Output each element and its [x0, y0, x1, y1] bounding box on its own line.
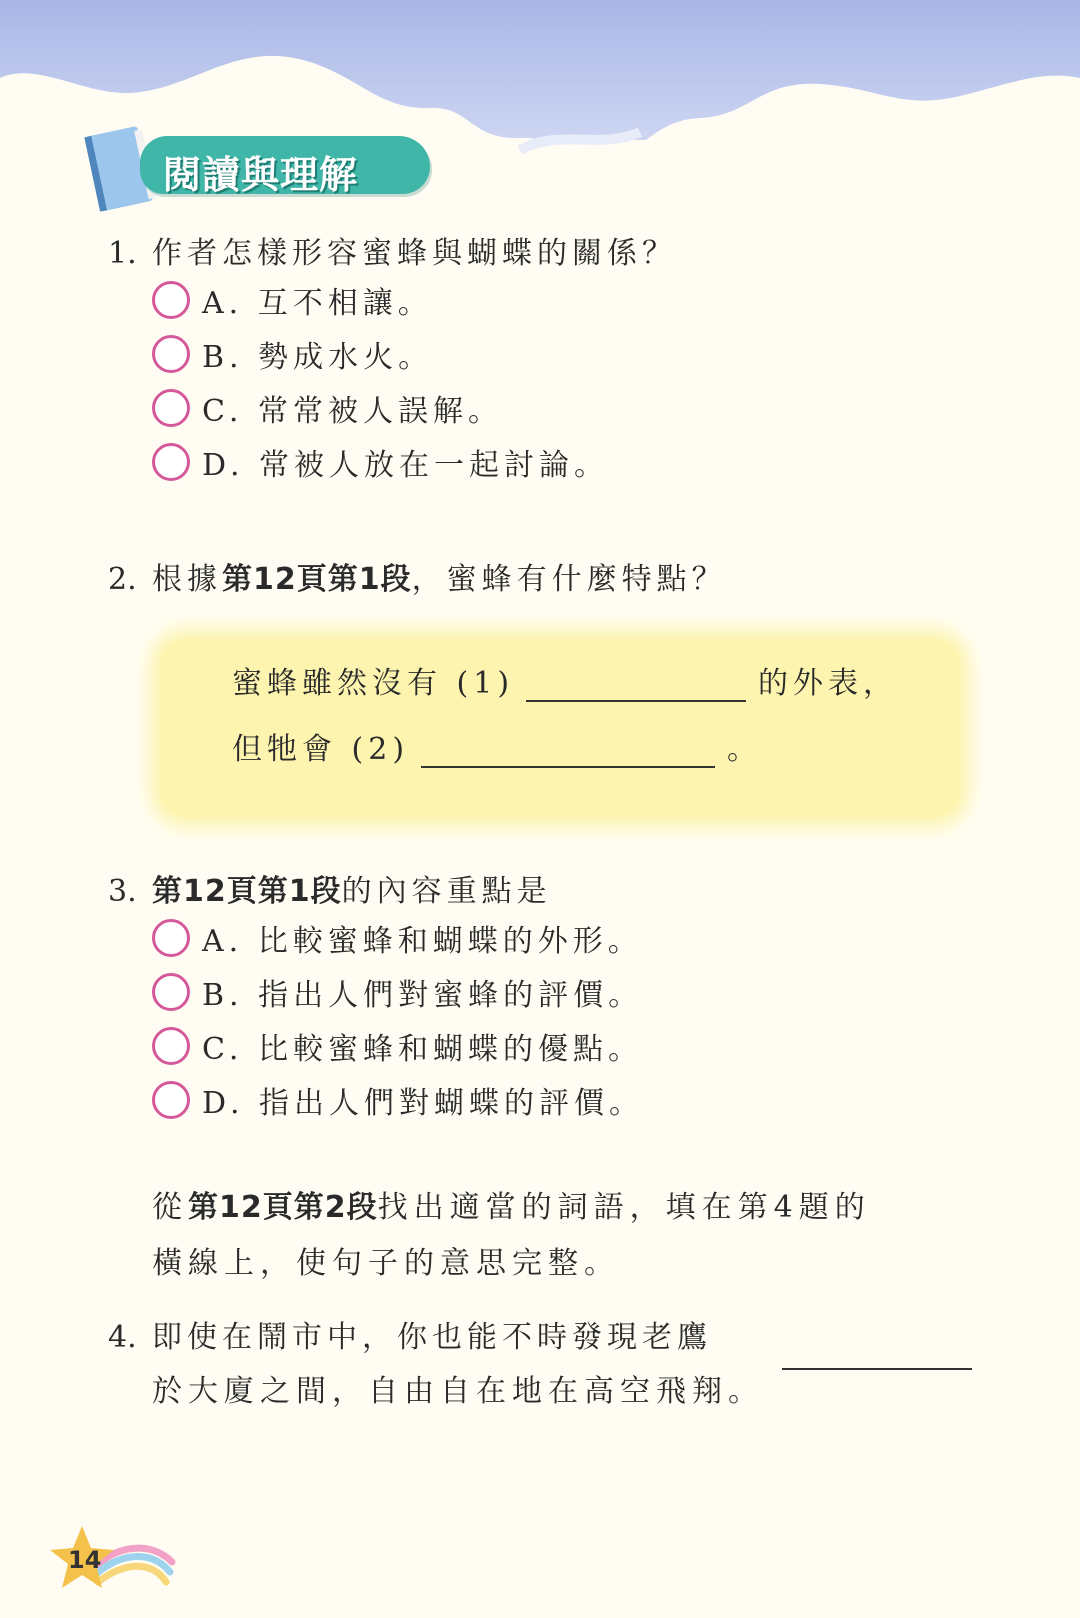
answer-line-1 — [232, 658, 898, 702]
question-text: 即使在鬧市中，你也能不時發現老鷹 — [152, 1320, 712, 1355]
answer-suffix: 的外表， — [758, 666, 899, 701]
radio-circle[interactable] — [152, 919, 190, 957]
instruction-line-1 — [152, 1180, 871, 1236]
instruction-paragraph — [152, 1180, 871, 1292]
option-label: C. 比較蜜蜂和蝴蝶的優點。 — [202, 1032, 643, 1067]
q1-option-a[interactable] — [152, 278, 433, 322]
q1-option-c[interactable] — [152, 386, 503, 430]
q3-option-c[interactable] — [152, 1024, 643, 1068]
question-number: 1. — [108, 236, 137, 271]
page-number: 14 — [68, 1546, 102, 1574]
page-number-badge — [48, 1522, 178, 1602]
instruction-line-2: 橫線上，使句子的意思完整。 — [152, 1246, 620, 1281]
radio-circle[interactable] — [152, 281, 190, 319]
question-text-suffix: ，蜜蜂有什麼特點？ — [411, 562, 727, 597]
q1-option-d[interactable] — [152, 440, 609, 484]
answer-prefix: 但牠會 (2) — [232, 732, 410, 767]
radio-circle[interactable] — [152, 1081, 190, 1119]
q1-option-b[interactable] — [152, 332, 433, 376]
option-label: D. 指出人們對蝴蝶的評價。 — [202, 1086, 645, 1121]
q4-answer-blank[interactable] — [782, 1368, 972, 1370]
answer-blank-2[interactable] — [421, 736, 715, 768]
question-number: 2. — [108, 562, 137, 597]
option-label: D. 常被人放在一起討論。 — [202, 448, 610, 483]
option-label: A. 互不相讓。 — [202, 286, 433, 321]
question-text: 作者怎樣形容蜜蜂與蝴蝶的關係？ — [152, 236, 677, 271]
q3-option-d[interactable] — [152, 1078, 644, 1122]
instruction-prefix: 從 — [152, 1190, 188, 1225]
question-4-line-2: 於大廈之間，自由自在地在高空飛翔。 — [152, 1374, 764, 1409]
question-number: 4. — [108, 1320, 137, 1355]
instruction-text: 找出適當的詞語，填在第4題的 — [377, 1190, 871, 1225]
question-2 — [108, 554, 727, 598]
option-label: C. 常常被人誤解。 — [202, 394, 503, 429]
radio-circle[interactable] — [152, 389, 190, 427]
answer-blank-1[interactable] — [526, 670, 746, 702]
option-label: B. 勢成水火。 — [202, 340, 434, 375]
q3-option-a[interactable] — [152, 916, 643, 960]
question-number: 3. — [108, 874, 137, 909]
question-text-prefix: 根據 — [152, 562, 222, 597]
question-1 — [108, 228, 677, 272]
radio-circle[interactable] — [152, 973, 190, 1011]
q3-option-b[interactable] — [152, 970, 643, 1014]
page-reference: 第12頁第1段 — [152, 874, 342, 909]
radio-circle[interactable] — [152, 335, 190, 373]
option-label: B. 指出人們對蜜蜂的評價。 — [202, 978, 644, 1013]
question-3 — [108, 866, 552, 910]
question-4 — [108, 1312, 712, 1356]
answer-line-2 — [232, 724, 762, 768]
page-reference: 第12頁第2段 — [188, 1190, 378, 1225]
radio-circle[interactable] — [152, 443, 190, 481]
section-header — [78, 122, 438, 222]
answer-suffix: 。 — [727, 732, 763, 767]
section-title: 閱讀與理解 — [163, 153, 359, 197]
question-text-suffix: 的內容重點是 — [341, 874, 552, 909]
answer-prefix: 蜜蜂雖然沒有 (1) — [232, 666, 515, 701]
option-label: A. 比較蜜蜂和蝴蝶的外形。 — [202, 924, 643, 959]
page-reference: 第12頁第1段 — [222, 562, 412, 597]
radio-circle[interactable] — [152, 1027, 190, 1065]
